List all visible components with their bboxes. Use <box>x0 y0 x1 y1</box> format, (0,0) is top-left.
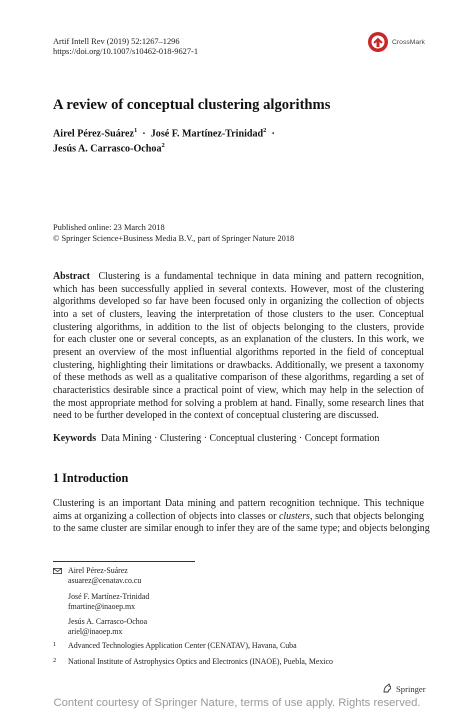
contact-email[interactable]: asuarez@cenatav.co.cu <box>68 576 142 586</box>
abstract-line: clustering, highlighting their limitations or drawbacks. Additionally, we present a taxonomy <box>53 359 424 371</box>
body-line: Clustering is an important Data mining and pattern recognition technique. This technique <box>53 498 424 509</box>
abstract-line: into a set of clusters, leaving the interpretation of those clusters to the user. Conceptual <box>53 308 424 320</box>
corresponding-author <box>53 566 141 586</box>
author-line <box>53 127 275 139</box>
contact-name: Airel Pérez-Suárez <box>68 566 128 575</box>
author-name[interactable]: Jesús A. Carrasco-Ochoa <box>53 143 162 155</box>
author-line <box>53 142 165 154</box>
body-line: aims at organizing a collection of objects into classes or clusters, such that objects belonging <box>53 510 424 522</box>
crossmark-icon <box>367 31 389 53</box>
contact-name: José F. Martínez-Trinidad <box>68 592 150 601</box>
publisher-name: Springer <box>396 683 426 694</box>
affiliation-number: 2 <box>53 657 57 664</box>
contact-email[interactable]: ariel@inaoep.mx <box>68 627 123 637</box>
introduction-text <box>53 498 430 536</box>
contact-email[interactable]: fmartine@inaoep.mx <box>68 602 136 612</box>
abstract-line: which has been successfully applied in several contexts. However, most of the clustering <box>53 283 424 295</box>
abstract-line: for each cluster one or several concepts, as an explanation of the clusters. In this work, we <box>53 334 424 346</box>
doi-link[interactable]: https://doi.org/10.1007/s10462-018-9627-1 <box>53 47 199 56</box>
article-title: A review of conceptual clustering algorithms <box>53 97 331 113</box>
contact-name: Jesús A. Carrasco-Ochoa <box>68 617 148 626</box>
author-affiliation-mark: 2 <box>263 127 267 134</box>
affiliation-text: National Institute of Astrophysics Optics and Electronics (INAOE), Puebla, Mexico <box>68 657 333 666</box>
crossmark-badge[interactable] <box>367 30 429 54</box>
abstract <box>53 271 424 423</box>
courtesy-watermark: Content courtesy of Springer Nature, terms of use apply. Rights reserved. <box>53 697 421 709</box>
keywords-heading: Keywords <box>53 433 97 444</box>
author-separator: · <box>142 128 146 140</box>
journal-citation: Artif Intell Rev (2019) 52:1267–1296 <box>53 37 180 46</box>
abstract-line: need to be further developed in the context of conceptual clustering are discussed. <box>53 410 379 422</box>
keywords <box>53 433 380 444</box>
author-name[interactable]: Airel Pérez-Suárez <box>53 128 134 140</box>
affiliation-number: 1 <box>53 641 57 648</box>
affiliation <box>53 657 333 666</box>
abstract-line: the most appropriate method for solving a problem at hand. Finally, some research lines that <box>53 397 424 409</box>
footnote-divider <box>53 561 195 562</box>
author-name[interactable]: José F. Martínez-Trinidad <box>150 128 264 140</box>
body-line: to the same cluster are similar enough to infer they are of the same type; and objects belonging <box>53 523 430 535</box>
affiliation-text: Advanced Technologies Application Center (CENATAV), Havana, Cuba <box>68 641 297 650</box>
section-heading: 1 Introduction <box>53 471 129 485</box>
abstract-heading: Abstract <box>53 271 90 282</box>
co-author-contact <box>53 617 147 637</box>
envelope-icon <box>53 568 62 574</box>
publisher-logo <box>382 683 426 694</box>
abstract-line: present an overview of the most influential algorithms reported in the field of conceptual <box>53 346 424 358</box>
affiliation <box>53 641 297 650</box>
crossmark-label: CrossMark <box>392 38 425 46</box>
abstract-line: characteristics desirable since a practical point of view, which may help in the selection of <box>53 384 424 396</box>
author-separator: · <box>271 128 275 140</box>
co-author-contact <box>53 592 149 612</box>
published-date: Published online: 23 March 2018 <box>53 223 165 232</box>
author-affiliation-mark: 1 <box>134 127 138 134</box>
copyright-notice: © Springer Science+Business Media B.V., part of Springer Nature 2018 <box>53 234 295 243</box>
springer-horse-icon <box>382 683 393 694</box>
abstract-line: Abstract Clustering is a fundamental technique in data mining and pattern recognition, <box>53 271 424 282</box>
author-affiliation-mark: 2 <box>161 142 165 149</box>
abstract-line: algorithms developed so far have been focused only in organizing the collection of objects <box>53 296 424 308</box>
keywords-list: Data Mining · Clustering · Conceptual clustering · Concept formation <box>101 433 380 444</box>
abstract-line: of these methods as well as a qualitative comparison of these algorithms, regarding a set of <box>53 372 424 384</box>
abstract-line: clustering algorithms, in addition to the list of objects belonging to the clusters, provide <box>53 321 424 333</box>
